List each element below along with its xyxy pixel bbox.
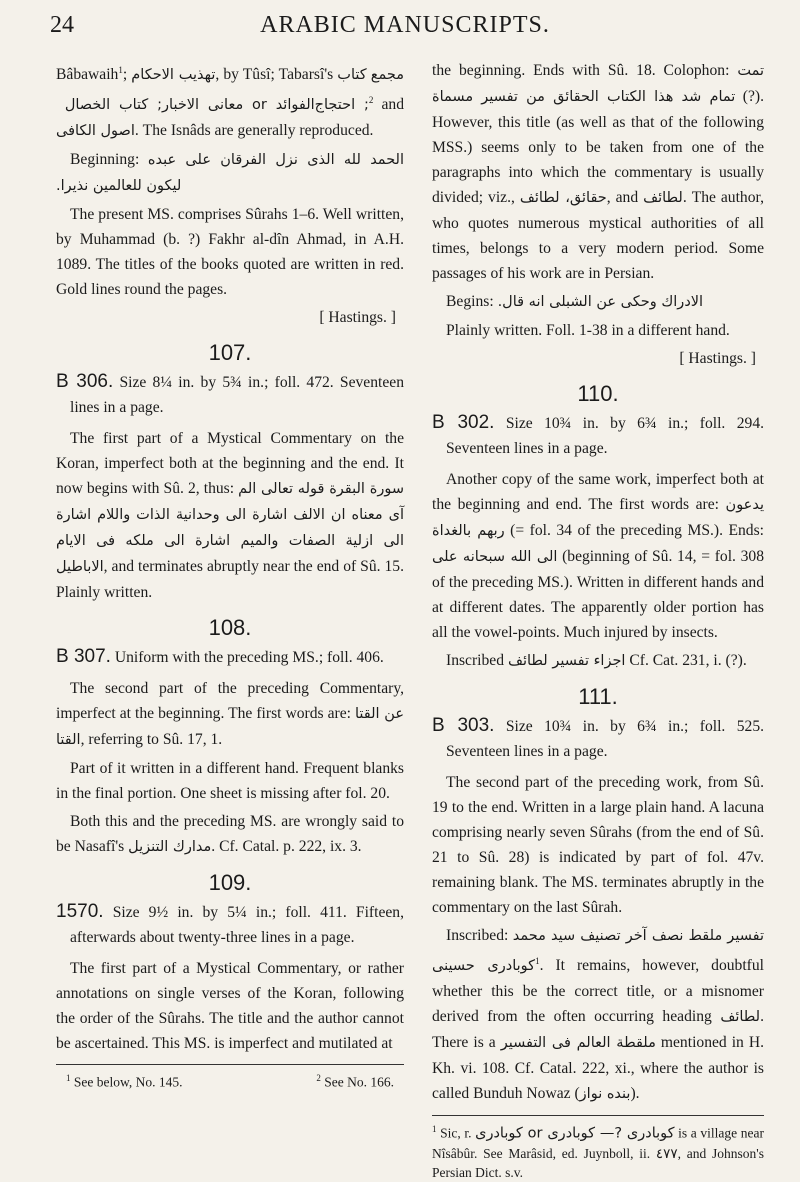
running-title: ARABIC MANUSCRIPTS. (260, 12, 550, 38)
entry-111-inscription: Inscribed: تفسير ملقط نصف آخر تصنيف سيد محمد كوبادرى حسينى$^1$. It remains, however, doubtful whether this be the correct title, or a misnomer derived from the often occurring heading لطائف. There is a ملقطة العالم فى التفسير mentioned in H. Kh. vi. 108. Cf. Catal. 222, xi., where the author is called Bunduh Nowaz (بنده نواز). (432, 927, 765, 1103)
entry-108-heading: B 307. Uniform with the preceding MS.; foll. 406. (56, 646, 384, 668)
left-footnotes (56, 1064, 404, 1092)
right-plainly-written: Plainly written. Foll. 1-38 in a different hand. (446, 322, 730, 339)
entry-107-number: 107. (208, 340, 252, 366)
entry-108-hand-note: Part of it written in a different hand. Frequent blanks in the final portion. One sheet is missing after fol. 20. (56, 760, 404, 803)
hastings-signature-1: [ Hastings. ] (319, 309, 396, 327)
left-column (56, 58, 404, 1092)
right-intro-paragraph: the beginning. Ends with Sû. 18. Colophon: تمت تمام شد هذا الكتاب الحقائق من تفسير مسماة (?). However, this title (as well as that of the following MSS.) seems only to be taken from one of the paragraphs into which the commentary is usually divided; viz., حقائق، لطائف, and لطائف. The author, who quotes numerous mystical authorities of all times, belongs to a very modern period. Some passages of his work are in Persian. (432, 62, 765, 282)
left-beginning: Beginning: الحمد لله الذى نزل الفرقان على عبده ليكون للعالمين نذيرا. (56, 151, 404, 195)
entry-108-number: 108. (208, 615, 252, 641)
right-column (432, 58, 764, 1182)
footnote-2: $^2$ See No. 166. (316, 1073, 394, 1090)
entry-109-number: 109. (208, 870, 252, 896)
entry-109-heading: 1570. Size 9½ in. by 5¼ in.; foll. 411. Fifteen, afterwards about twenty-three lines in a page. (56, 901, 404, 947)
entry-109-body: The first part of a Mystical Commentary, or rather annotations on single verses of the Koran, following the order of the Sûrahs. The title and the author cannot be ascertained. This MS. is imperfect and mutilated at (56, 960, 404, 1053)
hastings-signature-2: [ Hastings. ] (679, 350, 756, 367)
page-number: 24 (50, 12, 74, 38)
page-header (50, 6, 760, 46)
entry-110-body: Another copy of the same work, imperfect both at the beginning and end. The first words are: يدعون ربهم بالغداة (= fol. 34 of the preceding MS.). Ends: الى الله سبحانه على (beginning of Sû. 14, = fol. 308 of the preceding MS.). Written in different hands and at different dates. The apparently older portion has all the vowel-points. Much injured by insects. (432, 471, 764, 641)
entry-110-heading: B 302. Size 10¾ in. by 6¾ in.; foll. 294. Seventeen lines in a page. (432, 412, 765, 457)
left-description: The present MS. comprises Sûrahs 1–6. Well written, by Muhammad (b. ?) Fakhr al-dîn Ahmad, in A.H. 1089. The titles of the books quoted are written in red. Gold lines round the pages. (56, 206, 404, 299)
left-intro-paragraph: Bâbawaih$^1$; تهذيب الاحكام, by Tûsî; Tabarsî's كتاب مجمع الفوائد or معانى الاخبار; كتاب الخصال ; احتجاج$^2$ and اصول الكافى. The Isnâds are generally reproduced. (56, 65, 404, 140)
entry-108-attribution: Both this and the preceding MS. are wrongly said to be Nasafî's مدارك التنزيل. Cf. Catal. p. 222, ix. 3. (56, 813, 404, 856)
right-begins: Begins: الادراك وحكى عن الشبلى انه قال. (446, 293, 704, 310)
entry-107-body: The first part of a Mystical Commentary on the Koran, imperfect both at the beginning and the end. It now begins with Sû. 2, thus: سورة البقرة قوله تعالى الم آى معناه ان الالف اشارة الى وحدانية الذات واللام اشارة الى ازلية الصفات والميم اشارة الى ملكه فى الايام الاباطيل, and terminates abruptly near the end of Sû. 15. Plainly written. (56, 430, 404, 602)
entry-110-number: 110. (577, 381, 619, 406)
footnote-1: $^1$ See below, No. 145. (66, 1073, 183, 1090)
entry-111-number: 111. (578, 684, 618, 709)
entry-111-body: The second part of the preceding work, from Sû. 19 to the end. Written in a large plain hand. A lacuna comprising nearly seven Sûrahs (from the end of Sû. 21 to Sû. 28) is indicated by part of fol. 47v. remaining blank. The MS. terminates abruptly in the commentary on the last Sûrah. (432, 774, 764, 916)
entry-110-inscription: Inscribed اجزاء تفسير لطائف Cf. Cat. 231, i. (?). (446, 652, 747, 669)
footnote-sic: $^1$ Sic, r. كوبادرى ?— كوبادرى or كوبادرى is a village near Nîsâbûr. See Marâsid, ed. Juynboll, ii. ٤٧٧, and Johnson's Persian Dict. s.v. (432, 1124, 765, 1180)
entry-108-body: The second part of the preceding Commentary, imperfect at the beginning. The first words are: عن القتا القتا, referring to Sû. 17, 1. (56, 680, 404, 749)
entry-107-heading: B 306. Size 8¼ in. by 5¾ in.; foll. 472. Seventeen lines in a page. (56, 371, 404, 417)
entry-111-heading: B 303. Size 10¾ in. by 6¾ in.; foll. 525. Seventeen lines in a page. (432, 715, 765, 760)
right-footnotes (432, 1115, 764, 1182)
